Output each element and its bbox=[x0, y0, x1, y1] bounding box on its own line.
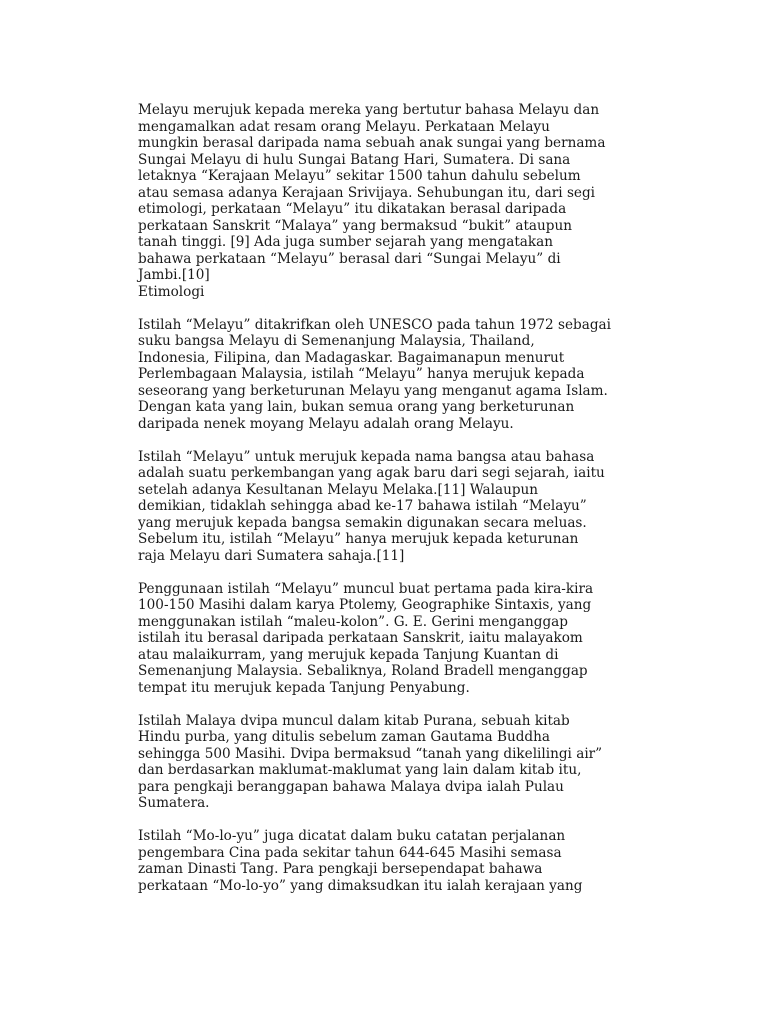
text-line: perkataan “Mo-lo-yo” yang dimaksudkan itu ialah kerajaan yang bbox=[138, 877, 583, 894]
text-line: Jambi.[10] bbox=[138, 267, 210, 283]
text-line: menggunakan istilah “maleu-kolon”. G. E. Gerini menganggap bbox=[138, 613, 568, 630]
paragraph-moloyu bbox=[138, 828, 678, 894]
text-line: mungkin berasal daripada nama sebuah anak sungai yang bernama bbox=[138, 135, 606, 151]
text-line: 100-150 Masihi dalam karya Ptolemy, Geographike Sintaxis, yang bbox=[138, 597, 592, 613]
text-line: Istilah “Mo-lo-yu” juga dicatat dalam buku catatan perjalanan bbox=[138, 828, 566, 844]
text-line: sehingga 500 Masihi. Dvipa bermaksud “tanah yang dikelilingi air” bbox=[138, 745, 603, 762]
text-line: setelah adanya Kesultanan Melayu Melaka.[11] Walaupun bbox=[138, 481, 539, 498]
text-line: Sebelum itu, istilah “Melayu” hanya merujuk kepada keturunan bbox=[138, 531, 579, 547]
text-line: Penggunaan istilah “Melayu” muncul buat pertama pada kira-kira bbox=[138, 580, 594, 597]
paragraph-intro bbox=[138, 102, 678, 284]
text-line: letaknya “Kerajaan Melayu” sekitar 1500 tahun dahulu sebelum bbox=[138, 168, 581, 184]
text-line: Istilah “Melayu” ditakrifkan oleh UNESCO pada tahun 1972 sebagai bbox=[138, 316, 611, 333]
paragraph-ptolemy bbox=[138, 581, 678, 697]
text-line: Hindu purba, yang ditulis sebelum zaman Gautama Buddha bbox=[138, 729, 550, 745]
heading-text: Etimologi bbox=[138, 283, 205, 300]
text-line: istilah itu berasal daripada perkataan Sanskrit, iaitu malayakom bbox=[138, 630, 583, 646]
text-line: Perlembagaan Malaysia, istilah “Melayu” hanya merujuk kepada bbox=[138, 366, 585, 382]
text-line: raja Melayu dari Sumatera sahaja.[11] bbox=[138, 547, 405, 564]
text-line: tanah tinggi. [9] Ada juga sumber sejarah yang mengatakan bbox=[138, 234, 554, 250]
document-page bbox=[138, 102, 678, 894]
text-line: suku bangsa Melayu di Semenanjung Malaysia, Thailand, bbox=[138, 333, 535, 349]
text-line: daripada nenek moyang Melayu adalah orang Melayu. bbox=[138, 415, 514, 432]
text-line: pengembara Cina pada sekitar tahun 644-645 Masihi semasa bbox=[138, 844, 562, 861]
text-line: yang merujuk kepada bangsa semakin digunakan secara meluas. bbox=[138, 514, 587, 531]
paragraph-purana bbox=[138, 713, 678, 812]
text-line: dan berdasarkan maklumat-maklumat yang lain dalam kitab itu, bbox=[138, 762, 582, 778]
text-line: Melayu merujuk kepada mereka yang bertutur bahasa Melayu dan bbox=[138, 102, 600, 118]
text-line: zaman Dinasti Tang. Para pengkaji bersependapat bahawa bbox=[138, 861, 543, 877]
text-line: Indonesia, Filipina, dan Madagaskar. Bagaimanapun menurut bbox=[138, 349, 565, 366]
text-line: Semenanjung Malaysia. Sebaliknya, Roland Bradell menganggap bbox=[138, 663, 588, 679]
text-line: mengamalkan adat resam orang Melayu. Perkataan Melayu bbox=[138, 118, 550, 135]
text-line: Sumatera. bbox=[138, 795, 210, 811]
text-line: para pengkaji beranggapan bahawa Malaya dvipa ialah Pulau bbox=[138, 778, 564, 795]
text-line: seseorang yang berketurunan Melayu yang menganut agama Islam. bbox=[138, 382, 608, 399]
paragraph-unesco bbox=[138, 317, 678, 433]
section-heading bbox=[138, 284, 678, 301]
text-line: etimologi, perkataan “Melayu” itu dikatakan berasal daripada bbox=[138, 201, 567, 217]
text-line: Sungai Melayu di hulu Sungai Batang Hari, Sumatera. Di sana bbox=[138, 151, 571, 168]
text-line: adalah suatu perkembangan yang agak baru dari segi sejarah, iaitu bbox=[138, 465, 605, 481]
text-line: atau malaikurram, yang merujuk kepada Tanjung Kuantan di bbox=[138, 646, 559, 663]
paragraph-history bbox=[138, 449, 678, 565]
text-line: atau semasa adanya Kerajaan Srivijaya. Sehubungan itu, dari segi bbox=[138, 184, 596, 201]
text-line: Istilah Malaya dvipa muncul dalam kitab Purana, sebuah kitab bbox=[138, 712, 570, 729]
text-line: Dengan kata yang lain, bukan semua orang yang berketurunan bbox=[138, 399, 575, 415]
text-line: demikian, tidaklah sehingga abad ke-17 bahawa istilah “Melayu” bbox=[138, 498, 587, 514]
text-line: bahawa perkataan “Melayu” berasal dari “Sungai Melayu” di bbox=[138, 250, 561, 267]
text-line: tempat itu merujuk kepada Tanjung Penyabung. bbox=[138, 679, 470, 696]
text-line: Istilah “Melayu” untuk merujuk kepada nama bangsa atau bahasa bbox=[138, 448, 595, 465]
text-line: perkataan Sanskrit “Malaya” yang bermaksud “bukit” ataupun bbox=[138, 217, 572, 234]
